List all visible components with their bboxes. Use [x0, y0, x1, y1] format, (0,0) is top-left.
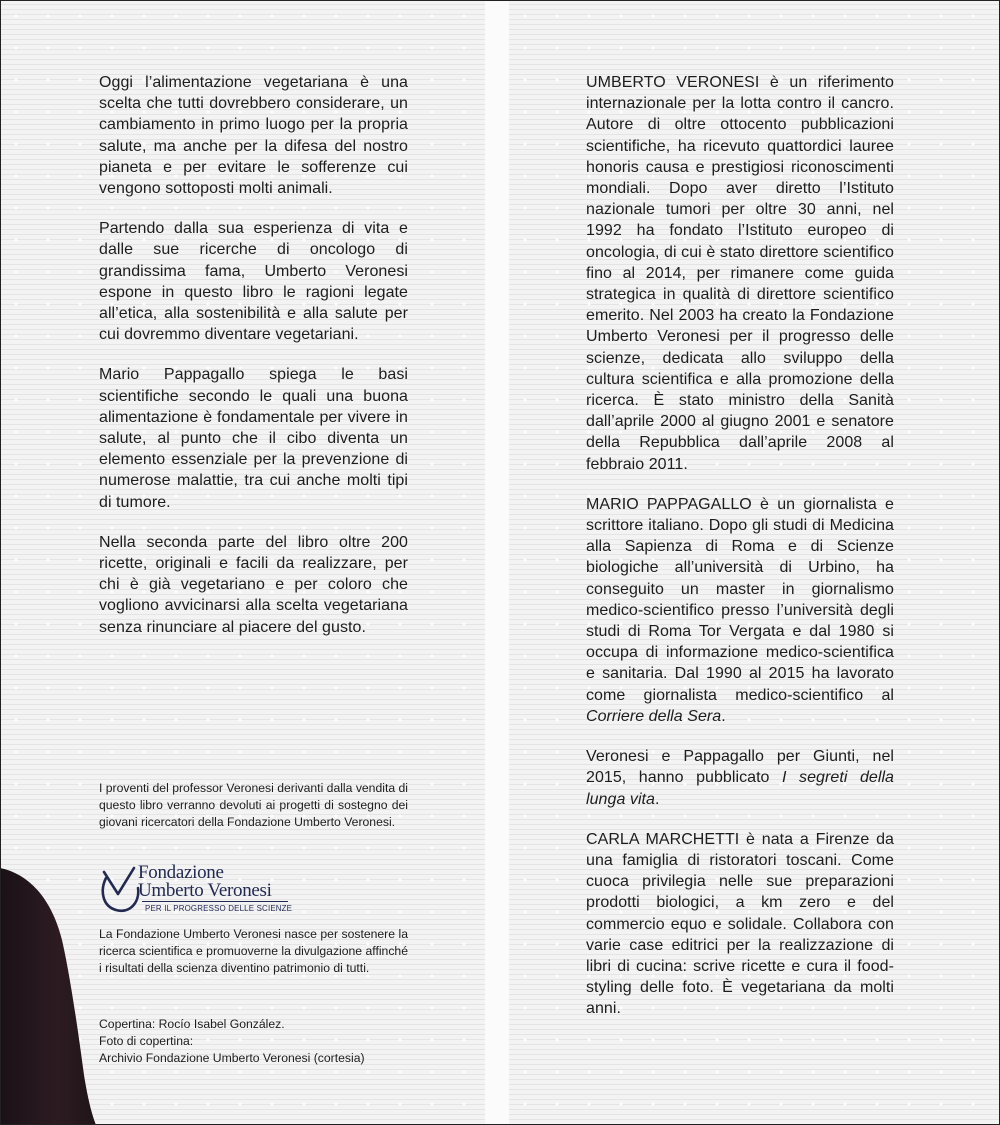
fondazione-emblem-icon [96, 864, 142, 914]
logo-divider [142, 901, 288, 902]
book-title: I segreti della lunga vita [586, 769, 895, 808]
newspaper-title: Corriere della Sera [586, 707, 722, 725]
credit-line: Archivio Fondazione Umberto Veronesi (cortesia) [99, 1051, 365, 1065]
logo-tagline: PER IL PROGRESSO DELLE SCIENZE [145, 903, 293, 913]
logo-line-1: Fondazione [138, 862, 224, 883]
giunti-note: Veronesi e Pappagallo per Giunti, nel 2015, hanno pubblicato I segreti della lunga vita. [586, 748, 895, 808]
marchetti-bio: CARLA MARCHETTI è nata a Firenze da una famiglia di ristoratori toscani. Come cuoca privilegia nelle sue preparazioni prodotti biologici, a km zero e del commercio equo e solidale. Collabora con varie case editrici per la realizzazione di libri di cucina: scrive ricette e cura il food-styling delle foto. È vegetariana da molti anni. [586, 830, 894, 1018]
veronesi-bio: UMBERTO VERONESI è un riferimento internazionale per la lotta contro il cancro. Autore di oltre ottocento pubblicazioni scientifiche, ha ricevuto quattordici lauree honoris causa e prestigiosi riconoscimenti mondiali. Dopo aver diretto l’Istituto nazionale tumori per oltre 30 anni, nel 1992 ha fondato l’Istituto europeo di oncologia, di cui è stato direttore scientifico fino al 2014, per rimanere come guida strategica in qualità di direttore scientifico emerito. Nel 2003 ha creato la Fondazione Umberto Veronesi per il progresso delle scienze, dedicata allo sviluppo della cultura scientifica e alla promozione della ricerca. È stato ministro della Sanità dall’aprile 2000 al giugno 2001 e senatore della Repubblica dall’aprile 2008 al febbraio 2011. [586, 74, 894, 473]
proceeds-note: I proventi del professor Veronesi derivanti dalla vendita di questo libro verranno devoluti ai progetti di sostegno dei giovani ricercatori della Fondazione Umberto Veronesi. [99, 781, 408, 829]
credit-line: Foto di copertina: [99, 1034, 194, 1048]
credit-line: Copertina: Rocío Isabel González. [99, 1017, 285, 1031]
author-bios [586, 72, 894, 1039]
logo-line-2: Umberto Veronesi [138, 880, 272, 901]
fondazione-description: La Fondazione Umberto Veronesi nasce per sostenere la ricerca scientifica e promuoverne la divulgazione affinché i risultati della scienza diventino patrimonio di tutti. [99, 927, 408, 975]
fold-gap [485, 0, 509, 1125]
veronesi-paragraph: Partendo dalla sua esperienza di vita e dalle sue ricerche di oncologo di grandissima fama, Umberto Veronesi espone in questo libro le ragioni legate all’etica, alla sostenibilità e alla salute per cui dovremmo diventare vegetariani. [99, 220, 408, 344]
left-description [99, 72, 408, 657]
recipes-paragraph: Nella seconda parte del libro oltre 200 ricette, originali e facili da realizzare, per chi è già vegetariano e per coloro che vogliono avvicinarsi alla scelta vegetariana senza rinunciare al piacere del gusto. [99, 533, 408, 636]
portrait-shoulder-image [0, 860, 100, 1125]
intro-paragraph: Oggi l’alimentazione vegetariana è una scelta che tutti dovrebbero considerare, un cambiamento in primo luogo per la propria salute, ma anche per la difesa del nostro pianeta e per evitare le sofferenze cui vengono sottoposti molti animali. [99, 74, 408, 198]
fondazione-logo [96, 858, 296, 918]
pappagallo-paragraph: Mario Pappagallo spiega le basi scientifiche secondo le quali una buona alimentazione è fondamentale per vivere in salute, al punto che il cibo diventa un elemento essenziale per la prevenzione di numerose malattie, tra cui anche molti tipi di tumore. [99, 366, 408, 511]
cover-credits [99, 1016, 408, 1067]
pappagallo-bio: MARIO PAPPAGALLO è un giornalista e scrittore italiano. Dopo gli studi di Medicina alla Sapienza di Roma e di Scienze biologiche all’università di Urbino, ha conseguito un master in giornalismo medico-scientifico presso l’università degli studi di Roma Tor Vergata e dal 1980 si occupa di informazione medico-scientifica e sanitaria. Dal 1990 al 2015 ha lavorato come giornalista medico-scientifico al Corriere della Sera. [586, 495, 894, 725]
